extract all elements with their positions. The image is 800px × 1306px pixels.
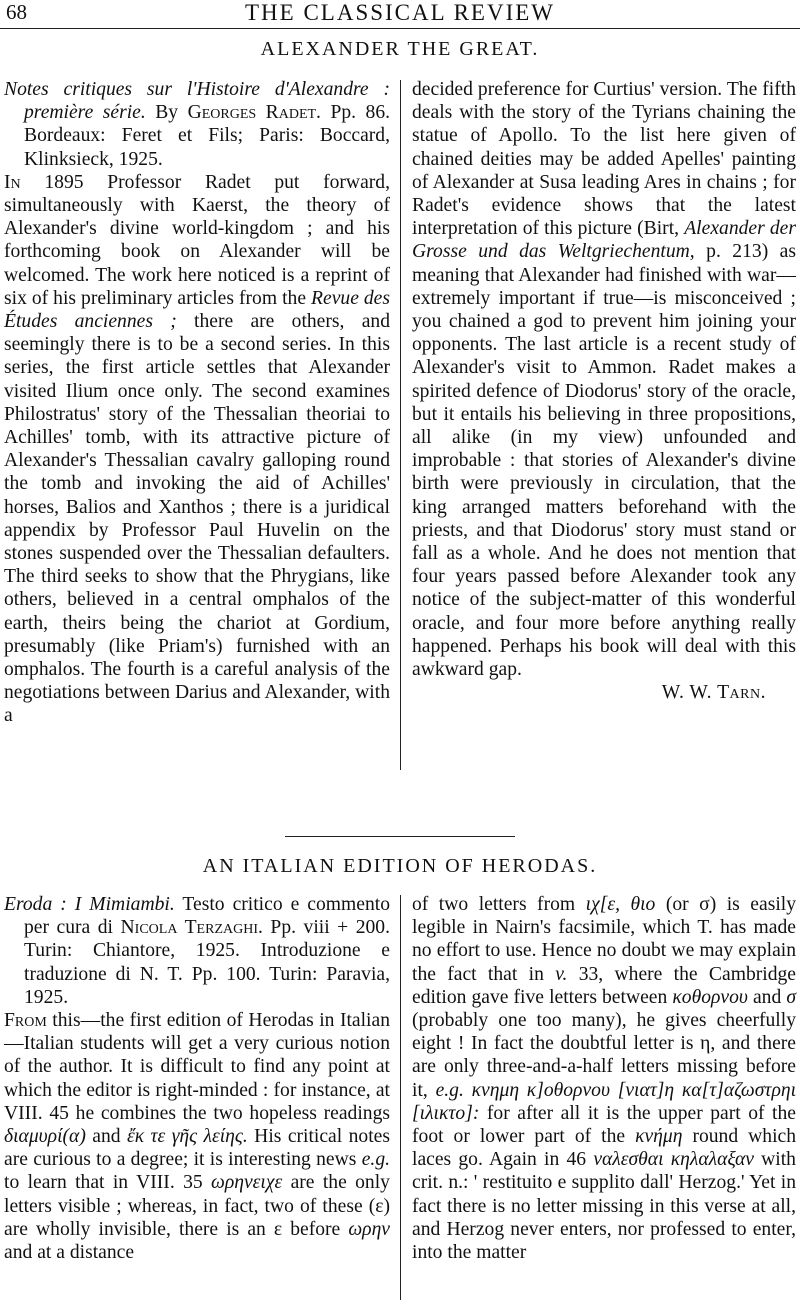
greek-text: ωρηνειχε: [211, 1172, 283, 1194]
text-run: are the only letters visible ; whereas, in fact, two of these (ε) are wholly invisible, there is an ε before: [4, 1172, 390, 1240]
greek-text: κνήμη: [635, 1126, 683, 1148]
section-separator: [285, 836, 515, 837]
by-word: By: [155, 102, 179, 124]
review1-paragraph-1: [4, 171, 390, 728]
text-run: this—the first edition of Herodas in Italian—Italian students will get a very curious notion of the author. It is difficult to find any point at which the editor is right-minded : for instance, at VIII. 45 he combines the two hopeless readings: [4, 1010, 390, 1124]
text-run: and at a distance: [4, 1242, 135, 1264]
text-run: of two letters from: [412, 894, 576, 915]
greek-text: ναλεσθαι κηλαλαξαν: [593, 1149, 754, 1171]
review2-paragraph-1: [4, 1009, 390, 1264]
abbreviation: v.: [555, 963, 568, 985]
author-name: Georges Radet.: [187, 102, 321, 124]
author-name: Nicola Terzaghi.: [120, 917, 263, 939]
page-number: 68: [6, 0, 27, 24]
greek-text: ἔκ τε γῆς λείης.: [127, 1126, 248, 1148]
text-run: there are others, and seemingly there is to be a second series. In this series, the first article settles that Alexander visited Ilium once only. The second examines Philostratus' story of the Thessalian theoriai to Achilles' tomb, with its attractive picture of Alexander's Thessalian cavalry galloping round the tomb and invoking the aid of Achilles' horses, Balios and Xanthos ; there is a juridical appendix by Professor Paul Huvelin on the stones suspended over the Thessalian defaulters. The third seeks to show that the Phrygians, like others, believed in a central omphalos of the earth, theirs being the chariot at Gordium, presumably (like Priam's) furnished with an omphalos. The fourth is a careful analysis of the negotiations between Darius and Alexander, with a: [4, 311, 390, 727]
publication-details: Testo critico e commento per cura di: [24, 894, 391, 939]
review2-left-column: [4, 893, 390, 1264]
review1-paragraph-2: [412, 78, 796, 681]
review1-bibliography: [4, 78, 390, 171]
header-rule: [0, 28, 800, 29]
column-divider: [400, 895, 401, 1300]
text-run: 33, where the Cambridge edition gave five letters between: [412, 963, 796, 1008]
greek-text: ωρην: [348, 1218, 390, 1240]
publication-details: Pp. viii + 200. Turin: Chiantore, 1925. Introduzione e traduzione di N. T. Pp. 100. Turin: Paravia, 1925.: [24, 917, 390, 1008]
review1-right-column: [412, 78, 796, 704]
greek-text: κνημη κ]οθορνου [νιατ]η κα[τ]αζωστρηι [ιλικτο]:: [412, 1079, 797, 1124]
book-title: Eroda : I Mimiambi.: [4, 894, 175, 915]
text-run: with crit. n.: ' restituito e supplito dall' Herzog.' Yet in fact there is no letter missing in this verse at all, and Herzog never enters, nor professed to enter, into the matter: [412, 1149, 796, 1264]
text-run: for after all it is the upper part of the foot or lower part of the: [412, 1102, 796, 1148]
abbreviation: e.g.: [361, 1149, 391, 1171]
first-word: From: [4, 1010, 47, 1032]
first-word: In: [4, 171, 21, 193]
review2-right-column: [412, 893, 796, 1264]
greek-text: κοθορνου: [672, 986, 748, 1008]
journal-title: Revue des Études anciennes ;: [4, 287, 390, 333]
review-title-herodas: AN ITALIAN EDITION OF HERODAS.: [202, 855, 598, 877]
text-run: 1895 Professor Radet put forward, simultaneously with Kaerst, the theory of Alexander's divine world-kingdom ; and his forthcoming book on Alexander will be welcomed. The work here noticed is a reprint of six of his preliminary articles from the: [4, 171, 390, 309]
running-title: THE CLASSICAL REVIEW: [244, 0, 555, 25]
greek-text: σ: [786, 986, 797, 1008]
review1-left-column: [4, 78, 390, 728]
column-divider: [400, 80, 401, 770]
text-run: p. 213) as meaning that Alexander had finished with war— extremely important if true—is misconceived ; you chained a god to prevent him joining your opponents. The last article is a recent study of Alexander's visit to Ammon. Radet makes a spirited defence of Diodorus' story of the oracle, but it entails his believing in three propositions, all alike (in my view) unfounded and improbable : that stories of Alexander's divine birth were previously in circulation, that the king arranged matters beforehand with the priests, and that Diodorus' story must stand or fall as a whole. And he does not mention that four years passed before Alexander took any notice of the subject-matter of this wonderful oracle, and four more before anything really happened. Perhaps his book will deal with this awkward gap.: [412, 241, 796, 681]
birt-title: Alexander der Grosse und das Weltgriechentum,: [412, 218, 796, 263]
greek-text: ιχ[ε, θιο: [585, 894, 656, 915]
review2-paragraph-2: [412, 893, 796, 1264]
text-run: and: [92, 1126, 121, 1148]
text-run: decided preference for Curtius' version. The fifth deals with the story of the Tyrians chaining the statue of Apollo. To the list here given of chained deities may be added Apelles' painting of Alexander at Susa leading Ares in chains ; for Radet's evidence shows that the latest interpretation of this picture (Birt,: [412, 79, 796, 240]
review1-signature: W. W. Tarn.: [661, 682, 766, 704]
text-run: His critical notes are curious to a degree; it is interesting news: [4, 1126, 390, 1171]
greek-text: διαμυρί(α): [4, 1126, 86, 1148]
text-run: (probably one too many), he gives cheerfully eight ! In fact the doubtful letter is η, and there are only three-and-a-half letters missing before it,: [412, 1010, 796, 1101]
book-title: Notes critiques sur l'Histoire d'Alexandre : première série.: [4, 79, 390, 124]
text-run: (or σ) is easily legible in Nairn's facsimile, which T. has made no effort to use. Hence no doubt we may explain the fact that in: [412, 894, 797, 985]
text-run: to learn that in VIII. 35: [4, 1172, 203, 1194]
publication-details: Pp. 86. Bordeaux: Feret et Fils; Paris: Boccard, Klinksieck, 1925.: [24, 102, 391, 170]
abbreviation: e.g.: [435, 1079, 464, 1101]
review2-bibliography: [4, 893, 390, 1009]
text-run: and: [752, 986, 782, 1008]
review-title-alexander: ALEXANDER THE GREAT.: [260, 38, 540, 60]
text-run: round which laces go. Again in 46: [412, 1126, 797, 1171]
